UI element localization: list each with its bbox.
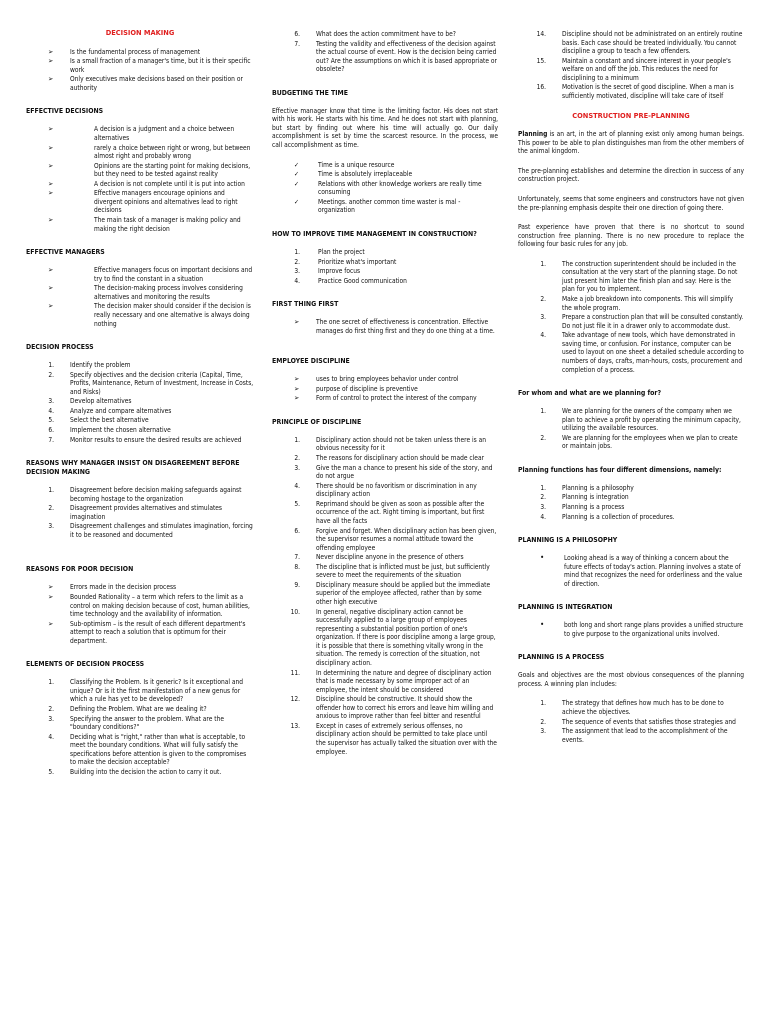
list-item [26, 284, 254, 301]
list-item [26, 189, 254, 215]
list-item-text: Except in cases of extremely serious offenses, no disciplinary action should be permitted to take place until the supervisor has actually talked the situation over with the employee. [316, 721, 497, 756]
list-item [272, 553, 498, 562]
list-number: 3. [48, 522, 54, 531]
list-item-text: Improve focus [318, 267, 361, 276]
list-item [518, 718, 744, 727]
arrow-bullet-icon: ➢ [48, 583, 54, 592]
list-number: 3. [48, 397, 54, 406]
list-item-text: uses to bring employees behavior under control [316, 375, 459, 384]
list-item-text: We are planning for the owners of the company when we plan to achieve a profit by operating the minimum capacity, utilizing the available resources. [562, 407, 741, 433]
list-item [26, 48, 254, 57]
list-number: 4. [540, 331, 546, 340]
section-heading: BUDGETING THE TIME [272, 88, 348, 97]
list-item [26, 768, 254, 777]
list-item [518, 30, 744, 56]
arrow-bullet-icon: ➢ [48, 592, 54, 601]
list-item [272, 375, 498, 384]
list-item-text: Sub-optimism – is the result of each different department's attempt to reach a solution that is optimum for their department. [70, 619, 246, 645]
list-item [26, 733, 254, 767]
list-item-text: Looking ahead is a way of thinking a concern about the future effects of today's action. Planning involves a state of mind that recognizes the need for orderliness and the value of direction. [564, 554, 743, 588]
arrow-bullet-icon: ➢ [48, 619, 54, 628]
list-item [26, 75, 254, 92]
list-item [272, 180, 498, 197]
list-item [518, 83, 744, 100]
list-item [26, 361, 254, 370]
list-item [26, 216, 254, 233]
list-item [272, 454, 498, 463]
list-item [26, 504, 254, 521]
arrow-bullet-icon: ➢ [294, 394, 300, 403]
list-item [272, 464, 498, 481]
paragraph: The pre-planning establishes and determine the direction in success of any construction project. [518, 166, 744, 184]
list-item-text: Is the fundamental process of management [70, 47, 201, 56]
list-item [272, 436, 498, 453]
list-item [26, 180, 254, 189]
elements-continued-list [272, 30, 498, 74]
whom-list [518, 407, 744, 451]
list-item [518, 407, 744, 433]
list-number: 5. [48, 416, 54, 425]
list-item [26, 57, 254, 74]
list-item [272, 695, 498, 721]
list-item-text: Discipline should not be administrated on an entirely routine basis. Each case should be treated individually. You cannot discipline a group to teach a few offenders. [562, 30, 743, 56]
arrow-bullet-icon: ➢ [48, 302, 54, 311]
list-item [272, 248, 498, 257]
list-item [26, 371, 254, 397]
list-item [272, 581, 498, 607]
list-number: 11. [290, 668, 300, 677]
list-number: 4. [540, 512, 546, 521]
list-number: 7. [294, 39, 300, 48]
arrow-bullet-icon: ➢ [48, 266, 54, 275]
list-item [26, 436, 254, 445]
arrow-bullet-icon: ➢ [48, 161, 54, 170]
list-number: 13. [290, 721, 300, 730]
section-heading: HOW TO IMPROVE TIME MANAGEMENT IN CONSTRUCTION? [272, 229, 477, 238]
list-item-text: Practice Good communication [318, 276, 407, 285]
time-list [272, 161, 498, 215]
list-item-text: both long and short range plans provides a unified structure to give purpose to the organizational units involved. [564, 621, 744, 638]
section-heading: EFFECTIVE MANAGERS [26, 248, 105, 257]
process-list [518, 699, 744, 744]
list-item-text: purpose of discipline is preventive [316, 384, 418, 393]
list-item-text: Planning is a collection of procedures. [562, 512, 675, 521]
paragraph: Effective manager know that time is the limiting factor. His does not start with his work. He starts with his time. And he does not start with planning, but start by finding out where his time will actually go. Our daily accomplishment is set by time the scarcest resource. In the process, we call accomplishment as time. [272, 106, 498, 150]
list-item [272, 258, 498, 267]
list-item [518, 313, 744, 330]
list-item-text: Implement the chosen alternative [70, 425, 171, 434]
list-item-text: Time is absolutely irreplaceable [318, 170, 413, 179]
list-number: 2. [540, 295, 546, 303]
list-number: 2. [294, 257, 300, 266]
list-item-text: Deciding what is "right," rather than what is acceptable, to meet the boundary conditions. What will fully satisfy the specifications before attention is given to the compromises to make the decision acceptable? [70, 732, 247, 767]
list-item [272, 669, 498, 695]
paragraph: Planning is an art, in the art of planning exist only among human beings. This power to be able to plan distinguishes man from the other members of the animal kingdom. [518, 130, 744, 156]
list-item-text: Disagreement challenges and stimulates imagination, forcing it to be reasoned and documented [70, 522, 253, 539]
principle-list [272, 436, 498, 756]
decision-making-title: DECISION MAKING [105, 28, 175, 37]
list-item-text: Classifying the Problem. Is it generic? Is it exceptional and unique? Or is it the first manifestation of a new genus for which a rule has yet to be developed? [70, 678, 244, 704]
list-item-text: Prepare a construction plan that will be consulted constantly. Do not just file it in a drawer only to accommodate dust. [562, 313, 744, 330]
list-item [272, 394, 498, 403]
list-number: 16. [536, 83, 546, 92]
list-item-text: The decision-making process involves considering alternatives and monitoring the results [94, 284, 243, 301]
list-item [518, 699, 744, 716]
list-item-text: The main task of a manager is making policy and making the right decision [94, 216, 241, 233]
arrow-bullet-icon: ➢ [48, 189, 54, 198]
list-item [518, 727, 744, 744]
section-heading: Planning functions has four different dimensions, namely: [518, 465, 722, 474]
list-item-text: In determining the nature and degree of disciplinary action that is made necessary by some improper act of an employee, the intent should be considered [316, 668, 492, 694]
section-heading: For whom and what are we planning for? [518, 389, 662, 398]
arrow-bullet-icon: ➢ [294, 318, 300, 327]
list-item-text: Discipline should be constructive. It should show the offender how to correct his errors and leave him willing and anxious to improve rather than feel bitter and resentful [316, 695, 494, 721]
list-item-text: Give the man a chance to present his side of the story, and do not argue [316, 463, 493, 481]
list-number: 3. [294, 463, 300, 472]
arrow-bullet-icon: ➢ [294, 384, 300, 393]
list-item-text: rarely a choice between right or wrong, but between almost right and probably wrong [94, 143, 251, 161]
list-item-text: We are planning for the employees when we plan to create or maintain jobs. [562, 433, 738, 451]
list-item-text: Plan the project [318, 247, 365, 256]
list-number: 2. [48, 370, 54, 379]
elements-list [26, 678, 254, 776]
list-item [26, 125, 254, 142]
checkmark-icon: ✓ [294, 160, 299, 169]
list-item [272, 198, 498, 215]
list-number: 3. [294, 267, 300, 276]
list-number: 1. [48, 486, 54, 495]
list-item [26, 426, 254, 435]
list-item [26, 715, 254, 732]
list-number: 3. [540, 502, 546, 511]
list-item-text: Disciplinary action should not be taken unless there is an obvious necessity for it [316, 435, 487, 453]
list-item-text: Disagreement provides alternatives and stimulates imagination [70, 504, 223, 521]
list-item-text: Motivation is the secret of good discipline. When a man is sufficiently motivated, discipline will take care of itself [562, 83, 734, 100]
list-item [26, 162, 254, 179]
checkmark-icon: ✓ [294, 197, 299, 206]
list-item-text: The decision maker should consider if the decision is really necessary and one alternative is always doing nothing [94, 302, 251, 328]
list-item-text: Building into the decision the action to carry it out. [70, 767, 222, 776]
list-item-text: The strategy that defines how much has to be done to achieve the objectives. [562, 699, 724, 717]
list-item-text: Maintain a constant and sincere interest in your people's welfare on and off the job. This reduces the need for disciplining to a minimum [562, 56, 731, 82]
list-number: 1. [48, 361, 54, 370]
list-item-text: The assignment that lead to the accomplishment of the events. [562, 727, 728, 744]
list-number: 4. [294, 276, 300, 285]
list-item [272, 30, 498, 39]
list-item [272, 722, 498, 756]
functions-list [518, 484, 744, 521]
list-number: 1. [540, 259, 546, 268]
philosophy-list [518, 554, 744, 588]
list-item-text: There should be no favoritism or discrimination in any disciplinary action [316, 481, 477, 499]
column-3 [518, 30, 744, 754]
list-item [272, 170, 498, 179]
paragraph: Unfortunately, seems that some engineers and constructors have not given the pre-planning emphasis despite their one direction of going there. [518, 194, 744, 212]
list-item-text: Planning is integration [562, 493, 629, 502]
checkmark-icon: ✓ [294, 179, 299, 188]
list-number: 3. [540, 313, 546, 322]
list-number: 12. [290, 695, 300, 704]
list-item [518, 493, 744, 502]
list-number: 6. [294, 526, 300, 535]
list-item [26, 397, 254, 406]
list-item [26, 620, 254, 646]
list-item-text: Reprimand should be given as soon as possible after the occurrence of the act. Right timing is important, but first have all the facts [316, 499, 485, 525]
arrow-bullet-icon: ➢ [48, 125, 54, 134]
arrow-bullet-icon: ➢ [48, 75, 54, 84]
list-item [26, 522, 254, 539]
list-number: 2. [48, 504, 54, 513]
list-number: 7. [294, 553, 300, 562]
effective-decisions-list [26, 125, 254, 233]
list-item-text: Meetings. another common time waster is mal - organization [318, 197, 461, 215]
section-heading: PRINCIPLE OF DISCIPLINE [272, 417, 362, 426]
section-heading: EFFECTIVE DECISIONS [26, 107, 104, 116]
list-item [518, 484, 744, 493]
list-item-text: Specifying the answer to the problem. What are the "boundary conditions?" [70, 714, 224, 732]
arrow-bullet-icon: ➢ [48, 47, 54, 56]
list-item [272, 161, 498, 170]
list-item-text: Monitor results to ensure the desired results are achieved [70, 435, 242, 444]
list-item-text: The reasons for disciplinary action should be made clear [316, 454, 485, 463]
intro-list [26, 48, 254, 93]
list-item-text: Relations with other knowledge workers are really time consuming [318, 179, 482, 197]
list-item-text: In general, negative disciplinary action cannot be successfully applied to a large group of employees representing a substantial position portion of one's organization. If there is poor discipline among a large group, it is possible that there is something vitally wrong in the situation. The remedy is correction of the situation, not disciplinary action. [316, 607, 496, 667]
list-item [26, 486, 254, 503]
list-item [272, 500, 498, 526]
list-number: 5. [48, 767, 54, 776]
column-1 [26, 22, 254, 786]
list-item [26, 705, 254, 714]
principle-continued-list [518, 30, 744, 101]
list-item-text: What does the action commitment have to be? [316, 30, 456, 38]
dot-bullet-icon: • [540, 553, 545, 563]
list-number: 1. [294, 435, 300, 444]
list-item [272, 482, 498, 499]
section-heading: FIRST THING FIRST [272, 300, 339, 309]
list-item [518, 513, 744, 522]
list-item [518, 621, 744, 638]
arrow-bullet-icon: ➢ [48, 179, 54, 188]
list-item-text: Bounded Rationality – a term which refers to the limit as a control on making decision because of cost, human abilities, time technology and the availability of information. [70, 592, 250, 619]
arrow-bullet-icon: ➢ [294, 375, 300, 384]
section-heading: ELEMENTS OF DECISION PROCESS [26, 660, 145, 669]
improve-list [272, 248, 498, 285]
list-item-text: Analyze and compare alternatives [70, 406, 172, 415]
arrow-bullet-icon: ➢ [48, 143, 54, 152]
list-item [26, 593, 254, 619]
list-item-text: Select the best alternative [70, 416, 149, 425]
list-item-text: Testing the validity and effectiveness of the decision against the actual course of event. How is the decision being carried out? Are the assumptions on which it is based appropriate or obsolete? [316, 39, 497, 74]
list-item-text: Develop alternatives [70, 397, 132, 406]
arrow-bullet-icon: ➢ [48, 57, 54, 66]
list-number: 8. [294, 562, 300, 571]
list-item [518, 331, 744, 374]
integration-list [518, 621, 744, 638]
paragraph: Past experience have proven that there is no shortcut to sound construction free planning. There is no new procedure to replace the following four basic rules for any job. [518, 223, 744, 249]
disagreement-list [26, 486, 254, 539]
list-item-text: Defining the Problem. What are we dealing it? [70, 704, 207, 713]
list-number: 3. [540, 727, 546, 736]
rules-list [518, 260, 744, 374]
list-item-text: Form of control to protect the interest of the company [316, 394, 477, 403]
list-item-text: Effective managers focus on important decisions and try to find the constant in a situation [94, 266, 253, 283]
list-item [272, 40, 498, 74]
arrow-bullet-icon: ➢ [48, 216, 54, 225]
list-item-text: The discipline that is inflicted must be just, but sufficiently severe to meet the requirements of the situation [316, 562, 490, 580]
list-number: 3. [48, 714, 54, 723]
decision-process-list [26, 361, 254, 444]
column-2 [272, 30, 498, 766]
section-heading: PLANNING IS INTEGRATION [518, 603, 613, 612]
list-number: 1. [294, 247, 300, 256]
construction-preplanning-title: CONSTRUCTION PRE-PLANNING [572, 110, 690, 120]
list-item [272, 318, 498, 335]
list-item-text: Only executives make decisions based on their position or authority [70, 75, 243, 92]
list-number: 4. [294, 481, 300, 490]
list-item [272, 277, 498, 286]
list-number: 2. [540, 493, 546, 502]
list-item [26, 266, 254, 283]
list-item-text: Prioritize what's important [318, 257, 397, 266]
list-item-text: Disagreement before decision making safeguards against becoming hostage to the organization [70, 486, 242, 503]
list-item-text: Specify objectives and the decision criteria (Capital, Time, Profits, Maintenance, Return of Investment, Increase in Costs, and Risks) [70, 370, 254, 396]
list-item [26, 678, 254, 704]
section-heading: DECISION PROCESS [26, 343, 94, 352]
list-number: 2. [48, 704, 54, 713]
list-item-text: Opinions are the starting point for making decisions, but they need to be tested against reality [94, 161, 251, 179]
list-number: 4. [48, 406, 54, 415]
list-item [518, 434, 744, 451]
list-item-text: Is a small fraction of a manager's time, but it is their specific work [70, 57, 251, 74]
list-number: 1. [540, 699, 546, 708]
list-item-text: Take advantage of new tools, which have demonstrated in saving time, or confusion. For instance, computer can be used to layout on one sheet a detailed schedule according to numbers of days, crafts, man-hours, costs, procurement and completion of a process. [562, 331, 744, 374]
arrow-bullet-icon: ➢ [48, 284, 54, 293]
list-number: 1. [48, 678, 54, 687]
list-number: 15. [536, 56, 546, 65]
list-item-text: A decision is not complete until it is put into action [94, 179, 245, 188]
section-heading: REASONS WHY MANAGER INSIST ON DISAGREEMENT BEFORE DECISION MAKING [26, 459, 240, 477]
list-item [272, 267, 498, 276]
list-number: 2. [540, 717, 546, 726]
list-item-text: Effective managers encourage opinions and divergent opinions and alternatives lead to right decisions [94, 189, 238, 215]
list-number: 2. [294, 454, 300, 463]
first-thing-list [272, 318, 498, 335]
list-item-text: The one secret of effectiveness is concentration. Effective manages do first thing first and they do one thing at a time. [316, 318, 495, 335]
list-number: 5. [294, 499, 300, 508]
list-item [518, 503, 744, 512]
list-item [272, 608, 498, 668]
list-number: 7. [48, 435, 54, 444]
section-heading: PLANNING IS A PROCESS [518, 653, 605, 662]
section-heading: PLANNING IS A PHILOSOPHY [518, 536, 618, 545]
list-number: 4. [48, 732, 54, 741]
paragraph: Goals and objectives are the most obvious consequences of the planning process. A winning plan includes: [518, 671, 744, 688]
list-item [272, 563, 498, 580]
list-item [272, 385, 498, 394]
list-item [26, 416, 254, 425]
list-number: 1. [540, 483, 546, 492]
discipline-list [272, 375, 498, 403]
effective-managers-list [26, 266, 254, 328]
dot-bullet-icon: • [540, 620, 545, 630]
section-heading: REASONS FOR POOR DECISION [26, 565, 134, 574]
list-item [26, 144, 254, 161]
list-item-text: Never discipline anyone in the presence of others [316, 553, 464, 562]
list-number: 9. [294, 580, 300, 589]
list-item-text: Planning is a philosophy [562, 483, 634, 492]
list-item-text: Errors made in the decision process [70, 583, 177, 592]
list-item-text: Time is a unique resource [318, 160, 395, 169]
list-item [26, 302, 254, 328]
section-heading: EMPLOYEE DISCIPLINE [272, 357, 350, 366]
list-item [518, 57, 744, 83]
checkmark-icon: ✓ [294, 170, 299, 179]
list-item-text: A decision is a judgment and a choice between alternatives [94, 125, 235, 142]
list-number: 10. [290, 607, 300, 616]
list-item-text: Disciplinary measure should be applied but the immediate superior of the employee affected, rather than by some other high executive [316, 580, 491, 607]
list-number: 1. [540, 407, 546, 416]
list-item [518, 260, 744, 294]
list-item [26, 583, 254, 592]
list-item [518, 295, 744, 312]
list-number: 6. [48, 425, 54, 434]
poor-decision-list [26, 583, 254, 645]
list-item-text: Make a job breakdown into components. This will simplify the whole program. [562, 295, 734, 312]
list-number: 14. [536, 30, 546, 38]
list-item [26, 407, 254, 416]
list-number: 6. [294, 30, 300, 38]
list-item-text: Forgive and forget. When disciplinary action has been given, the supervisor resumes a normal attitude toward the offending employee [316, 526, 497, 552]
list-item-text: Planning is a process [562, 502, 625, 511]
list-item-text: Identify the problem [70, 361, 131, 370]
list-number: 2. [540, 433, 546, 442]
list-item [518, 554, 744, 588]
list-item-text: The sequence of events that satisfies those strategies and [562, 717, 736, 726]
list-item [272, 527, 498, 553]
list-item-text: The construction superintendent should be included in the consultation at the very start of the planning stage. Do not just present him later the finish plan and say: Here is the plan for you to implement. [562, 259, 738, 294]
